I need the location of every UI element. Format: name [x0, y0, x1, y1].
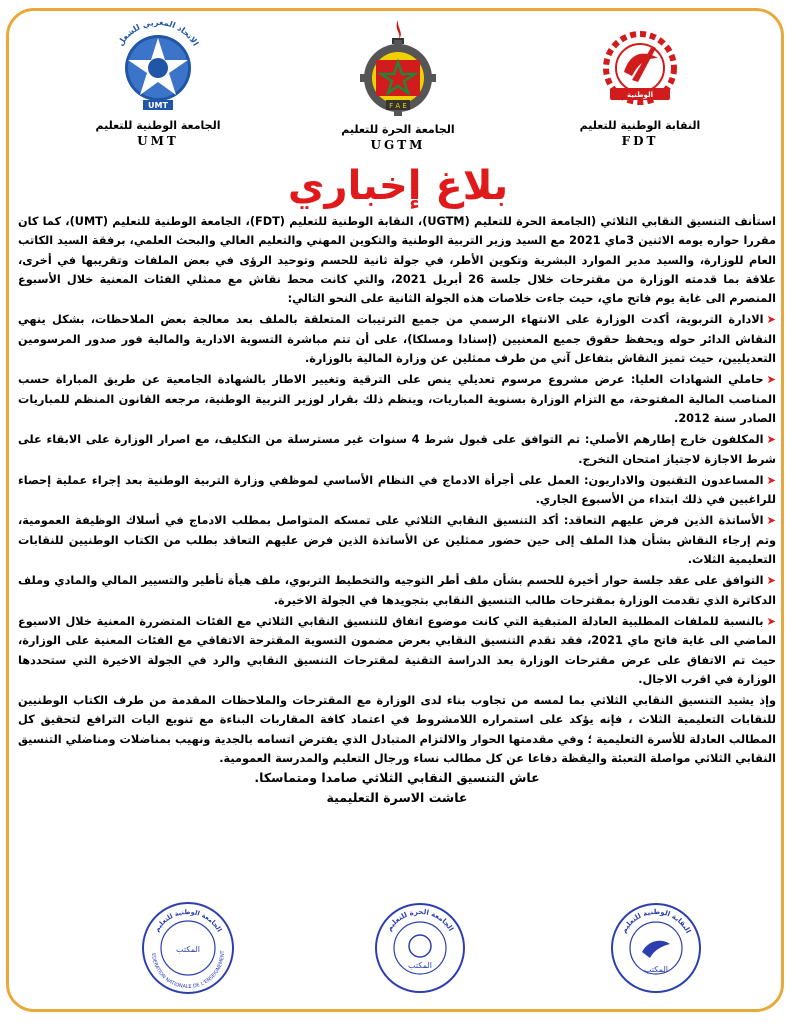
- bullet-arrow-icon: ➤: [766, 433, 776, 447]
- ugtm-abbr: UGTM: [370, 138, 426, 152]
- point-text: المساعدون التقنيون والاداريون: العمل على أجرأة الادماج في النظام الأساسي لموظفي وزارة التربية الوطنية بعد إجراء عملية إحصاء للراغبين في ذلك ابتداء من الأسبوع الجاري.: [18, 473, 776, 507]
- point-item: [18, 612, 776, 689]
- bullet-arrow-icon: ➤: [766, 574, 776, 588]
- fdt-abbr: FDT: [621, 134, 659, 148]
- svg-text:الاتحاد المغربي للشغل: الاتحاد المغربي للشغل: [115, 17, 201, 48]
- point-text: حاملي الشهادات العليا: عرض مشروع مرسوم تعديلي ينص على الترقية وتغيير الاطار بالشهادة الجامعية عن طريق المباراة حسب المناصب المالية المفتوحة، مع التزام الوزارة بسنوية المباريات، وينظم ذلك بقرار لوزير التربية الوطنية، مرجعه القانون المنظم للمباريات الصادر سنة 2012.: [18, 373, 776, 425]
- bullet-arrow-icon: ➤: [766, 514, 776, 528]
- conclusion-paragraph: وإذ يشيد التنسيق النقابي الثلاثي بما لمسه من تجاوب بناء لدى الوزارة مع المقترحات والملاحظات المقدمة من طرف الكتاب الوطنيين للنقابات التعليمية الثلاث ، فإنه يؤكد على استمراره اللامشروط في اعتماد كافة المقاربات البناءة مع تنويع اليات الترافع لتحقيق كل المطالب العادلة للأسرة التعليمية ؛ وفي مقدمتها الحوار والالتزام المتبادل الذي يفترض اتسامه بالجدية ونهيب بمناضلات ومناضلي التنسيق النقابي الثلاثي مواصلة التعبئة واليقظة دفاعا عن كل مطالب نساء ورجال التعليم والمدرسة العمومية.: [18, 694, 776, 766]
- point-item: [18, 370, 776, 428]
- document-title: بلاغ إخباري: [287, 163, 509, 209]
- closing-line-2: عاشت الاسرة التعليمية: [326, 789, 468, 805]
- fdt-logo-block: [550, 22, 730, 149]
- document-body: [18, 212, 776, 807]
- bullet-arrow-icon: ➤: [766, 373, 776, 387]
- svg-text:المكتب: المكتب: [408, 961, 432, 970]
- fne-stamp-icon: [140, 900, 236, 996]
- intro-paragraph: استأنف التنسيق النقابي الثلاثي (الجامعة الحرة للتعليم (UGTM)، النقابة الوطنية للتعليم (FDT)، الجامعة الوطنية للتعليم (UMT)، كما كان مقررا حواره يومه الاثنين 3ماي 2021 مع السيد وزير التربية الوطنية والتكوين المهني والتعليم العالي والبحث العلمي، برفقة السيد الكاتب العام للوزارة، والسيد مدير الموارد البشرية وتكوين الأطر، في جولة ثانية للحسم وتوحيد الرؤى في بعض الملفات وتقريبها في أخرى، علاقة بما قدمته الوزارة من مقترحات خلال جلسة 26 أبريل 2021، والتي كانت محط نقاش مع ممثلي الفئات المعنية خلال الأسبوع المنصرم الى غاية يوم فاتح ماي، حيث جاءت خلاصات هذه الجولة الثانية على النحو التالي:: [18, 215, 776, 306]
- point-text: التوافق على عقد جلسة حوار أخيرة للحسم بشأن ملف أطر التوجيه والتخطيط التربوي، ملف هيأة تأطير والتسيير المالي والمادي وملف الدكاترة الذي تقدمت الوزارة بمقترحات طالب التنسيق النقابي بتجويدها في الجولة الاخيرة.: [18, 574, 776, 607]
- point-item: [18, 471, 776, 510]
- point-text: بالنسبة للملفات المطلبية العادلة المتبقية التي كانت موضوع اتفاق للتنسيق النقابي الثلاثي مع الفئات المتضررة المعنية خلال الاسبوع الماضي الى غاية فاتح ماي 2021، فقد تقدم التنسيق النقابي بعرض مضمون التسوية المقترحة الاتفاقي مع الفئات المعنية على الوزارة، حيث تم الاتفاق على عرض مقترحات الوزارة بعد الدراسة التقنية لمقترحات التنسيق النقابي والرد في الجولة الاخيرة التي ستحددها الوزارة في اقرب الاجال.: [18, 614, 776, 686]
- svg-text:FEDERATION NATIONALE DE L'ENSE: EDERATION NATIONALE DE L'ENSEIGNEMENT: [149, 950, 227, 991]
- point-item: [18, 571, 776, 610]
- ugtm-name: الجامعة الحرة للتعليم: [341, 123, 455, 136]
- bullet-arrow-icon: ➤: [766, 313, 776, 327]
- ugtm-logo-block: [308, 18, 488, 153]
- fdt-emblem-icon: [580, 22, 700, 114]
- point-item: [18, 430, 776, 469]
- svg-text:المكتب: المكتب: [644, 965, 668, 974]
- bullet-arrow-icon: ➤: [766, 473, 776, 487]
- umt-emblem-icon: [103, 14, 213, 114]
- point-text: الادارة التربوية، أكدت الوزارة على الانتهاء الرسمي من جميع الترتيبات المتعلقة بالملف بعد معالجة بعض الملاحظات، بشكل ينهي النقاش الدائر حوله ويحفظ حقوق جميع المعنيين (إسنادا ومسلكا)، على أن تتم مباشرة التسوية الادارية والمالية فور صدور المرسومين التعديليين، حيث تميز النقاش بتفاعل آني من طرف ممثلين عن وزارة المالية بالوزارة.: [18, 313, 776, 366]
- svg-text:F A E: F A E: [389, 102, 407, 110]
- snefdt-stamp-icon: [608, 900, 704, 996]
- svg-text:UMT: UMT: [148, 101, 168, 110]
- svg-text:النقابة الوطنية للتعليم: النقابة الوطنية للتعليم: [619, 907, 693, 935]
- umt-logo-block: [68, 14, 248, 149]
- point-text: الأساتذة الذين فرض عليهم التعاقد: أكد التنسيق النقابي الثلاثي على تمسكه المتواصل بمطلب الادماج في أسلاك الوظيفة العمومية، وتم إرجاء النقاش بشأن هذا الملف إلى حين حضور ممثلين عن الأساتذة الذين فرض عليهم التعاقد بطلب من الكتاب الوطنيين للنقابات التعليمية الثلاث.: [18, 514, 776, 567]
- svg-text:المكتب: المكتب: [176, 945, 200, 954]
- fdt-name: النقابة الوطنية للتعليم: [579, 119, 701, 132]
- point-text: المكلفون خارج إطارهم الأصلي: تم التوافق على قبول شرط 4 سنوات غير مسترسلة من التكليف، مع اصرار الوزارة على الابقاء على شرط الاجازة لاجتياز امتحان التخرج.: [18, 433, 776, 466]
- svg-text:الوطنية: الوطنية: [627, 91, 653, 99]
- ugtm-emblem-icon: [353, 18, 443, 118]
- bullet-arrow-icon: ➤: [766, 614, 776, 628]
- ugtm-stamp-icon: [372, 900, 468, 996]
- svg-text:الجامعة الحرة للتعليم: الجامعة الحرة للتعليم: [385, 907, 455, 933]
- closing-line-1: عاش التنسيق النقابي الثلاثي صامدا ومتماسكا.: [254, 770, 540, 786]
- umt-name: الجامعة الوطنية للتعليم: [95, 119, 221, 132]
- umt-abbr: UMT: [137, 134, 179, 148]
- stamps-row: [0, 900, 796, 1010]
- point-item: [18, 310, 776, 368]
- svg-text:الجامعة الوطنية للتعليم: الجامعة الوطنية للتعليم: [152, 907, 224, 934]
- point-item: [18, 511, 776, 569]
